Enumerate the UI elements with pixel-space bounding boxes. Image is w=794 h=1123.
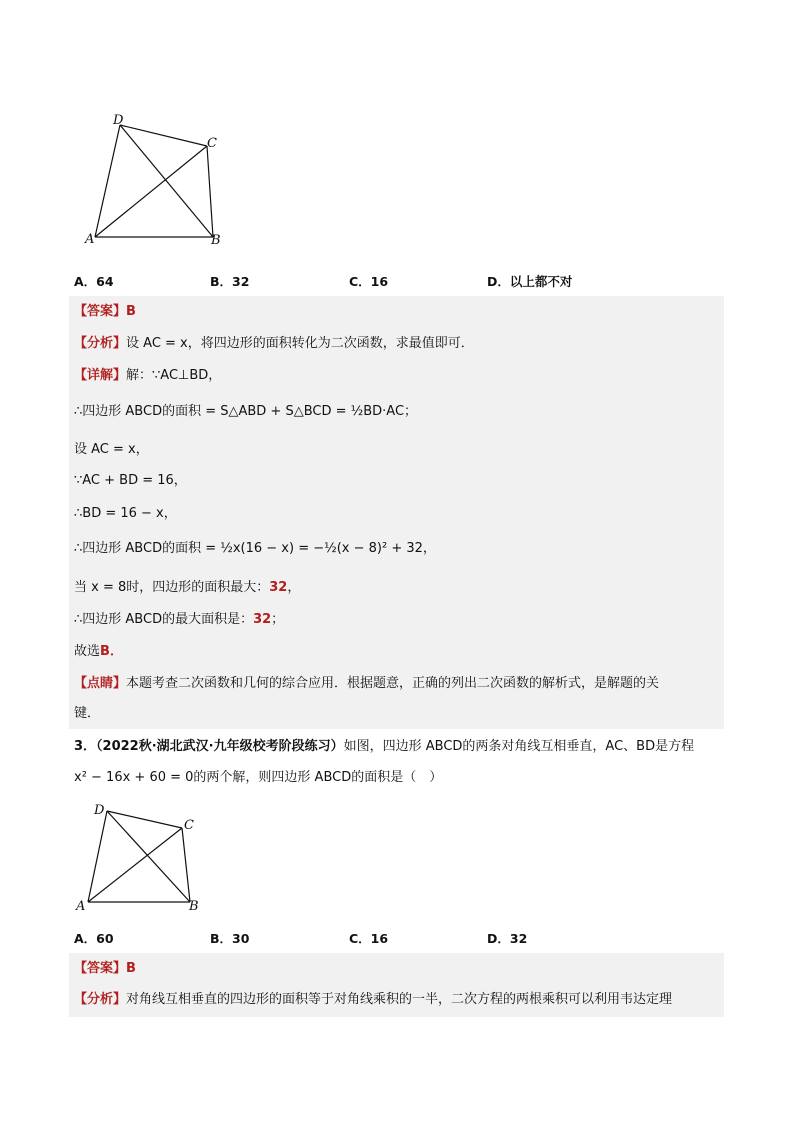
- max-condition-line: 当 x = 8时，四边形的面积最大：32，: [74, 580, 301, 595]
- bd-line: ∴BD = 16 − x，: [74, 506, 177, 521]
- vertex-label-d: D: [94, 803, 105, 818]
- q2-analysis-line: [74, 334, 474, 354]
- max-area-line: ∴四边形 ABCD的最大面积是：32；: [74, 612, 285, 627]
- area-quadratic-line: ∴四边形 ABCD的面积 = ½x(16 − x) = −½(x − 8)² + 32，: [74, 541, 436, 556]
- max-condition-text: 当 x = 8时，四边形的面积最大：: [74, 580, 270, 595]
- choose-text: 故选: [74, 644, 101, 659]
- q3-option-c[interactable]: C．16: [349, 931, 389, 946]
- q3-line-1: [74, 734, 724, 759]
- comment-line-2: 键．: [74, 706, 101, 721]
- comment-line-1: [74, 674, 659, 694]
- quadrilateral-figure-2: [74, 797, 214, 917]
- q3-analysis-line: [74, 990, 672, 1010]
- set-ac-line: 设 AC = x，: [74, 442, 149, 457]
- analysis-text: 对角线互相垂直的四边形的面积等于对角线乘积的一半，二次方程的两根乘积可以利用韦达定理: [126, 992, 673, 1007]
- q3-option-b[interactable]: B．30: [210, 931, 250, 946]
- vertex-label-b: B: [189, 899, 199, 914]
- comment-text-1: 本题考查二次函数和几何的综合应用．根据题意，正确的列出二次函数的解析式，是解题的关: [126, 676, 660, 691]
- analysis-tag: 【分析】: [74, 992, 127, 1007]
- quadrilateral-figure-1: [80, 108, 230, 250]
- sum-line: ∵AC + BD = 16，: [74, 473, 187, 488]
- answer-tag: 【答案】: [74, 304, 127, 319]
- choose-line: 故选B．: [74, 644, 123, 659]
- q2-option-a[interactable]: A．64: [74, 274, 114, 289]
- vertex-label-b: B: [211, 233, 221, 248]
- vertex-label-c: C: [207, 136, 217, 151]
- choose-value: B: [100, 644, 110, 659]
- q2-option-c[interactable]: C．16: [349, 274, 389, 289]
- detail-tag: 【详解】: [74, 368, 127, 383]
- q3-question: [74, 734, 724, 790]
- max-condition-value: 32: [269, 580, 288, 595]
- q3-source: （2022秋·湖北武汉·九年级校考阶段练习）: [96, 739, 344, 754]
- answer-tag: 【答案】: [74, 961, 127, 976]
- q2-option-d[interactable]: D．以上都不对: [487, 274, 573, 289]
- area-formula-line: ∴四边形 ABCD的面积 = S△ABD + S△BCD = ½BD·AC；: [74, 404, 418, 419]
- q3-number: 3．: [74, 739, 97, 754]
- q2-solution-panel: [69, 296, 724, 729]
- q3-text-1: 如图，四边形 ABCD的两条对角线互相垂直，AC、BD是方程: [343, 739, 695, 754]
- comment-tag: 【点睛】: [74, 676, 127, 691]
- q3-answer-line: [74, 959, 136, 979]
- vertex-label-d: D: [113, 113, 124, 128]
- q2-answer-line: [74, 302, 136, 322]
- vertex-label-a: A: [76, 899, 86, 914]
- max-area-value: 32: [253, 612, 272, 627]
- answer-value: B: [126, 304, 136, 319]
- q3-option-a[interactable]: A．60: [74, 931, 114, 946]
- q3-line-2: x² − 16x + 60 = 0的两个解，则四边形 ABCD的面积是（ ）: [74, 770, 443, 785]
- vertex-label-a: A: [85, 232, 95, 247]
- answer-value: B: [126, 961, 136, 976]
- max-area-text: ∴四边形 ABCD的最大面积是：: [74, 612, 254, 627]
- q3-solution-panel: [69, 953, 724, 1017]
- detail-text: 解：∵AC⊥BD，: [126, 368, 222, 383]
- q3-option-d[interactable]: D．32: [487, 931, 528, 946]
- analysis-text: 设 AC = x，将四边形的面积转化为二次函数，求最值即可．: [126, 336, 474, 351]
- vertex-label-c: C: [184, 818, 194, 833]
- q2-detail-line: [74, 366, 221, 386]
- analysis-tag: 【分析】: [74, 336, 127, 351]
- q2-option-b[interactable]: B．32: [210, 274, 250, 289]
